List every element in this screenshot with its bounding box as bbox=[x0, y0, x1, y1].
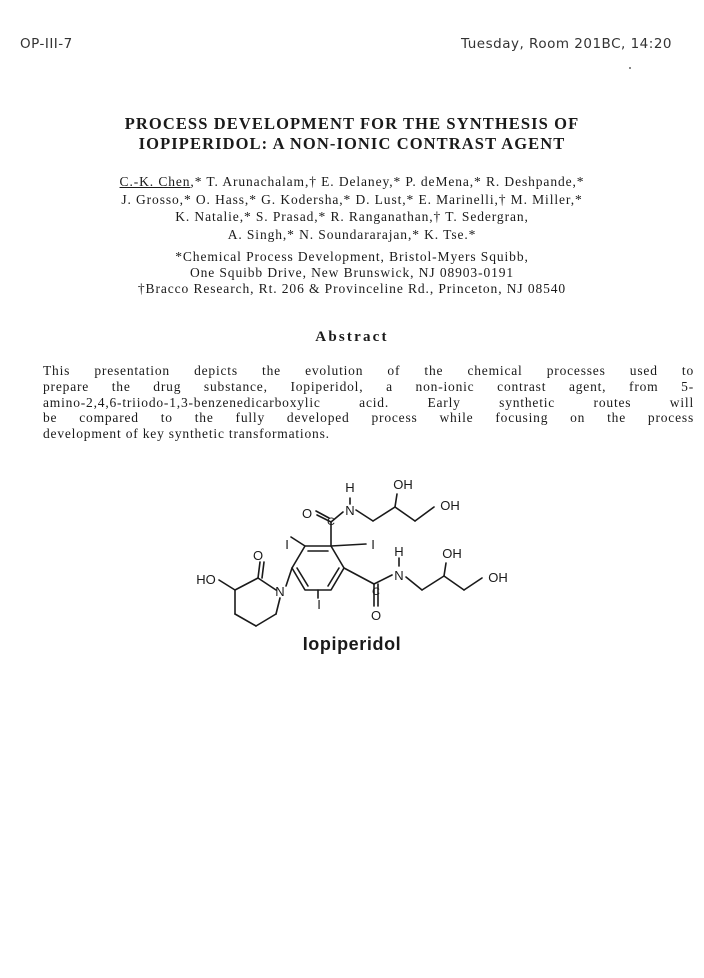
presenting-author: C.-K. Chen bbox=[119, 174, 191, 189]
atom-i-bottom: I bbox=[317, 597, 321, 612]
author-line-4: A. Singh,* N. Soundararajan,* K. Tse.* bbox=[227, 226, 477, 242]
atom-o-right: O bbox=[370, 608, 382, 623]
atom-oh-top-2: OH bbox=[440, 498, 460, 513]
affiliation-line-2: One Squibb Drive, New Brunswick, NJ 08903-0191 bbox=[189, 265, 515, 280]
atom-ho-ring: HO bbox=[196, 572, 216, 587]
session-info: Tuesday, Room 201BC, 14:20 bbox=[461, 36, 672, 52]
atom-n-right: N bbox=[394, 568, 404, 583]
affiliation-line-3: †Bracco Research, Rt. 206 & Provinceline Rd., Princeton, NJ 08540 bbox=[137, 281, 567, 296]
atom-c-right: C bbox=[372, 586, 380, 598]
atom-h-right: H bbox=[394, 544, 404, 559]
author-list bbox=[0, 173, 704, 243]
affiliation-line-1: *Chemical Process Development, Bristol-Myers Squibb, bbox=[175, 249, 529, 264]
paper-title bbox=[0, 114, 704, 154]
atom-oh-top-1: OH bbox=[393, 477, 413, 492]
atom-n-top: N bbox=[345, 503, 355, 518]
abstract-body bbox=[43, 363, 694, 442]
atom-oh-right-2: OH bbox=[488, 570, 508, 585]
author-line-2: J. Grosso,* O. Hass,* G. Kodersha,* D. Lust,* E. Marinelli,† M. Miller,* bbox=[121, 191, 583, 207]
abstract-line: prepare the drug substance, Iopiperidol, a non-ionic contrast agent, from 5- bbox=[43, 378, 694, 394]
atom-i-left: I bbox=[285, 537, 289, 552]
atom-c-top: C bbox=[327, 516, 335, 528]
affiliations bbox=[0, 249, 704, 297]
title-line-1: PROCESS DEVELOPMENT FOR THE SYNTHESIS OF bbox=[124, 114, 580, 133]
atom-oh-right-1: OH bbox=[442, 546, 462, 561]
abstract-line: This presentation depicts the evolution of the chemical processes used to bbox=[43, 363, 694, 378]
abstract-heading: Abstract bbox=[315, 329, 389, 345]
atom-n-ring: N bbox=[275, 584, 285, 599]
iopiperidol-structure-diagram bbox=[180, 468, 560, 638]
atom-i-right: I bbox=[371, 537, 375, 552]
author-line-3: K. Natalie,* S. Prasad,* R. Ranganathan,† T. Sedergran, bbox=[175, 209, 529, 224]
session-code: OP-III-7 bbox=[20, 36, 73, 52]
scan-speck bbox=[629, 67, 631, 69]
chemical-structure bbox=[180, 468, 560, 638]
abstract-line: development of key synthetic transformations. bbox=[43, 426, 330, 442]
title-line-2: IOPIPERIDOL: A NON-IONIC CONTRAST AGENT bbox=[138, 134, 566, 153]
atom-o-ring: O bbox=[252, 548, 264, 563]
atom-o-top: O bbox=[301, 506, 313, 521]
author-line-1 bbox=[0, 173, 704, 191]
atom-h-top: H bbox=[345, 480, 355, 495]
abstract-line: be compared to the fully developed process while focusing on the process bbox=[43, 410, 694, 426]
compound-name: Iopiperidol bbox=[302, 634, 402, 654]
author-line-1-rest: ,* T. Arunachalam,† E. Delaney,* P. deMena,* R. Deshpande,* bbox=[190, 174, 585, 189]
abstract-line: amino-2,4,6-triiodo-1,3-benzenedicarboxylic acid. Early synthetic routes will bbox=[43, 394, 694, 410]
